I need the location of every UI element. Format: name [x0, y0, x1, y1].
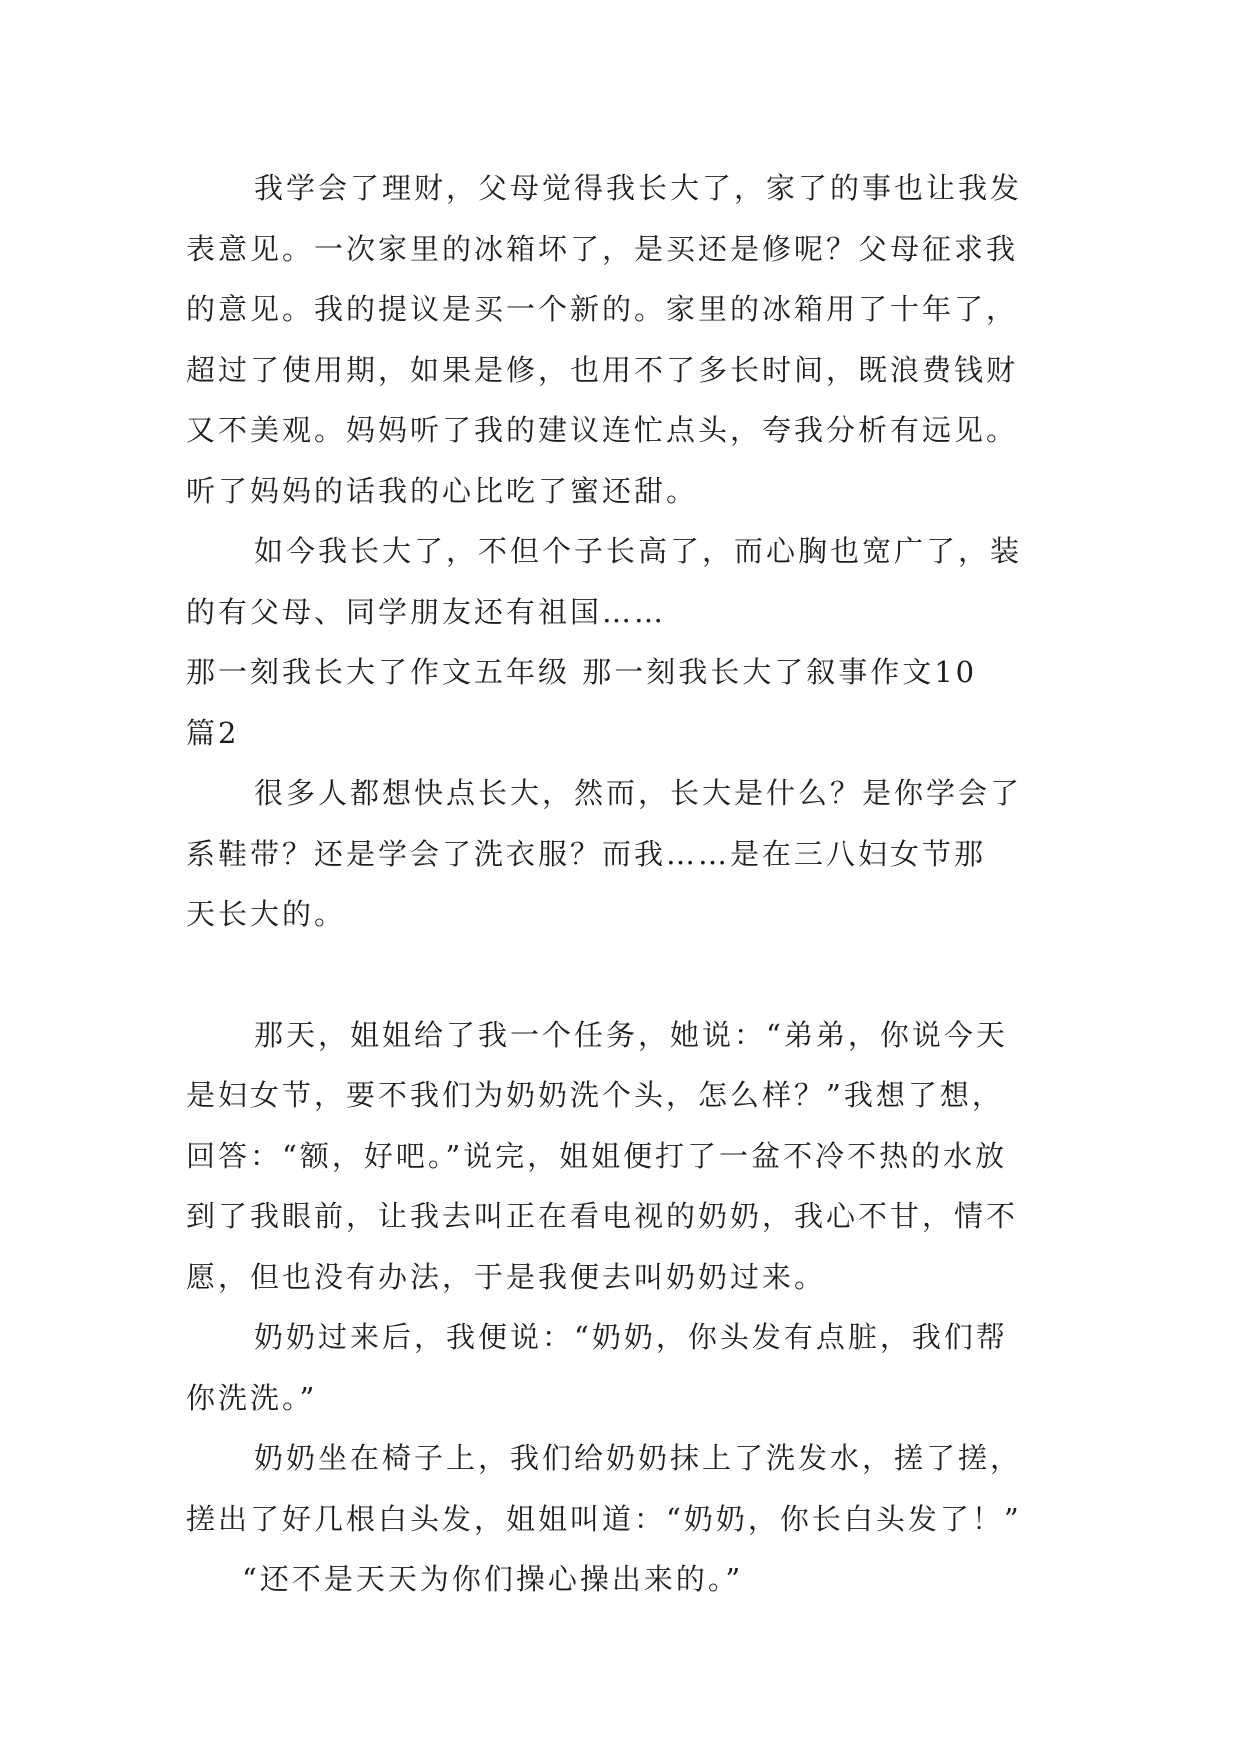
paragraph-line: 的有父母、同学朋友还有祖国…… [186, 594, 667, 629]
paragraph-line: 愿，但也没有办法，于是我便去叫奶奶过来。 [186, 1259, 827, 1294]
paragraph-line: 如今我长大了，不但个子长高了，而心胸也宽广了，装 [254, 534, 1023, 568]
paragraph-line: 奶奶坐在椅子上，我们给奶奶抹上了洗发水，搓了搓， [254, 1441, 1023, 1475]
paragraph-line: 天长大的。 [186, 897, 347, 931]
paragraph-line: “还不是天天为你们操心操出来的。” [242, 1562, 744, 1596]
paragraph-line: 那天，姐姐给了我一个任务，她说：“弟弟，你说今天 [254, 1017, 1008, 1052]
paragraph-line: 表意见。一次家里的冰箱坏了，是买还是修呢？父母征求我 [186, 231, 1019, 266]
paragraph-line: 回答：“额，好吧。”说完，姐姐便打了一盆不冷不热的水放 [186, 1138, 1008, 1173]
paragraph-line: 超过了使用期，如果是修，也用不了多长时间，既浪费钱财 [186, 352, 1019, 387]
essay-heading: 篇2 [186, 715, 240, 750]
paragraph-line: 听了妈妈的话我的心比吃了蜜还甜。 [186, 473, 699, 508]
paragraph-line: 到了我眼前，让我去叫正在看电视的奶奶，我心不甘，情不 [186, 1199, 1019, 1233]
paragraph-line: 搓出了好几根白头发，姐姐叫道：“奶奶，你长白头发了！” [186, 1501, 1022, 1536]
paragraph-line: 奶奶过来后，我便说：“奶奶，你头发有点脏，我们帮 [254, 1320, 1008, 1354]
essay-heading: 那一刻我长大了作文五年级 那一刻我长大了叙事作文10 [186, 655, 978, 689]
paragraph-line: 很多人都想快点长大，然而，长大是什么？是你学会了 [254, 776, 1023, 810]
essay-body [186, 158, 1066, 1610]
paragraph-line: 的意见。我的提议是买一个新的。家里的冰箱用了十年了， [186, 292, 1019, 326]
paragraph-line: 是妇女节，要不我们为奶奶洗个头，怎么样？”我想了想， [186, 1078, 1004, 1112]
blank-gap [186, 945, 1066, 1005]
paragraph-line: 你洗洗。” [186, 1380, 318, 1415]
paragraph-line: 系鞋带？还是学会了洗衣服？而我……是在三八妇女节那 [186, 836, 987, 871]
paragraph-line: 我学会了理财，父母觉得我长大了，家了的事也让我发 [254, 171, 1023, 205]
paragraph-line: 又不美观。妈妈听了我的建议连忙点头，夸我分析有远见。 [186, 413, 1019, 447]
